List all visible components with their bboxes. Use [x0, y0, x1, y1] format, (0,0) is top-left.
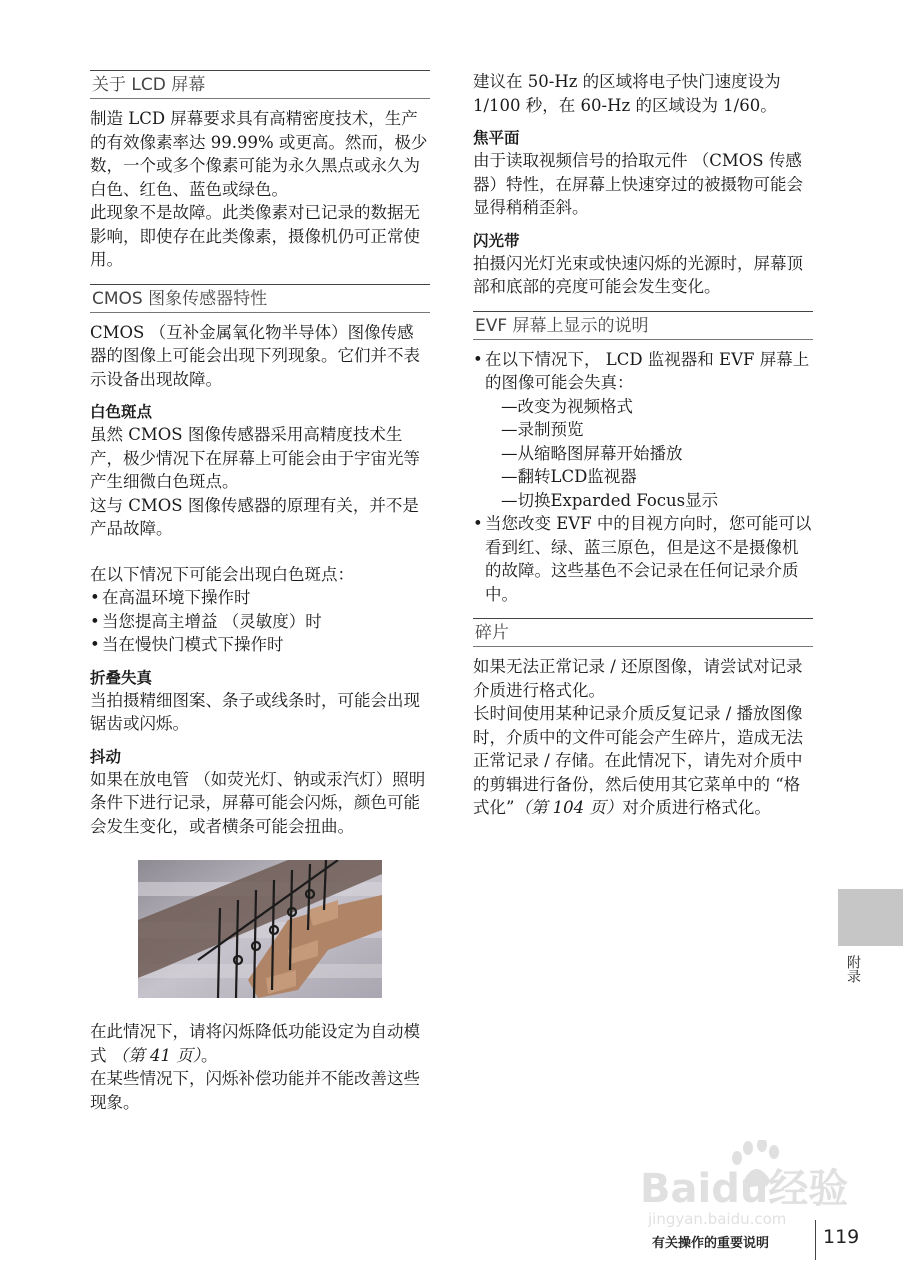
page-reference: （第 104 页）: [514, 798, 623, 817]
appendix-tab-label: 附录: [845, 955, 861, 983]
flicker-example-photo: [138, 860, 382, 998]
list-item: • 当您提高主增益 （灵敏度）时: [90, 610, 430, 634]
right-column: [473, 70, 813, 832]
paragraph: 长时间使用某种记录介质反复记录 / 播放图像时，介质中的文件可能会产生碎片，造成无法正常记录 / 存储。在此情况下，请先对介质中的剪辑进行备份，然后使用其它菜单中的 “格式化”（第 104 页）对介质进行格式化。: [473, 704, 803, 817]
paragraph: 如果在放电管 （如荧光灯、钠或汞汽灯）照明条件下进行记录，屏幕可能会闪烁，颜色可能会发生变化，或者横条可能会扭曲。: [90, 769, 426, 836]
list-item: • 在以下情况下， LCD 监视器和 EVF 屏幕上的图像可能会失真： —改变为视频格式 —录制预览 —从缩略图屏幕开始播放 —翻转LCD监视器 —切换Exparded Focus显示: [473, 348, 813, 513]
paragraph: 这与 CMOS 图像传感器的原理有关，并不是产品故障。: [90, 495, 419, 538]
section-cmos-continued: [473, 70, 813, 299]
section-title-evf: EVF 屏幕上显示的说明: [473, 311, 813, 340]
section-cmos: [90, 284, 430, 1115]
section-title-fragmentation: 碎片: [473, 618, 813, 647]
watermark-url: jingyan.baidu.com: [648, 1210, 787, 1228]
subheading-flicker: 抖动: [90, 747, 122, 766]
list-item: • 当您改变 EVF 中的目视方向时，您可能可以看到红、绿、蓝三原色，但是这不是摄像机的故障。这些基色不会记录在任何记录介质中。: [473, 512, 813, 606]
paragraph: 拍摄闪光灯光束或快速闪烁的光源时，屏幕顶部和底部的亮度可能会发生变化。: [473, 253, 803, 296]
dash-item: —从缩略图屏幕开始播放: [501, 443, 683, 463]
left-column: [90, 70, 430, 1126]
footer-section-label: 有关操作的重要说明: [652, 1236, 770, 1251]
paragraph: 在此情况下，请将闪烁降低功能设定为自动模式 （第 41 页）。: [90, 1022, 420, 1065]
page-number: 119: [823, 1226, 860, 1248]
list-item: • 当在慢快门模式下操作时: [90, 633, 430, 657]
section-evf: [473, 311, 813, 607]
appendix-tab: [838, 889, 903, 946]
condition-list: [90, 586, 430, 657]
paragraph: 由于读取视频信号的拾取元件 （CMOS 传感器）特性，在屏幕上快速穿过的被摄物可能会显得稍稍歪斜。: [473, 151, 803, 217]
section-title-lcd: 关于 LCD 屏幕: [90, 70, 430, 99]
paragraph: 在以下情况下可能会出现白色斑点：: [90, 564, 354, 584]
paragraph: 在某些情况下，闪烁补偿功能并不能改善这些现象。: [90, 1069, 420, 1112]
dash-item: —切换Exparded Focus显示: [501, 490, 719, 510]
section-title-cmos: CMOS 图象传感器特性: [90, 284, 430, 313]
subheading-aliasing: 折叠失真: [90, 668, 153, 687]
section-fragmentation: [473, 618, 813, 820]
dash-item: —翻转LCD监视器: [501, 467, 637, 486]
baidu-watermark-logo: [640, 1140, 880, 1230]
dash-item: —录制预览: [501, 420, 584, 439]
paragraph: 当拍摄精细图案、条子或线条时，可能会出现锯齿或闪烁。: [90, 690, 420, 733]
subheading-flash-band: 闪光带: [473, 231, 520, 250]
paragraph: 制造 LCD 屏幕要求具有高精密度技术，生产的有效像素率达 99.99% 或更高。然而，极少数，一个或多个像素可能为永久黑点或永久为白色、红色、蓝色或绿色。: [90, 109, 428, 199]
paragraph: 如果无法正常记录 / 还原图像，请尝试对记录介质进行格式化。: [473, 657, 803, 700]
paragraph: CMOS （互补金属氧化物半导体）图像传感器的图像上可能会出现下列现象。它们并不表示设备出现故障。: [90, 322, 420, 389]
watermark-brand: Baidu经验: [640, 1166, 849, 1212]
paragraph: 此现象不是故障。此类像素对已记录的数据无影响，即使存在此类像素，摄像机仍可正常使用。: [90, 203, 420, 269]
paragraph: 建议在 50-Hz 的区域将电子快门速度设为 1/100 秒，在 60-Hz 的区域设为 1/60。: [473, 72, 781, 115]
section-lcd: [90, 70, 430, 272]
list-item: • 在高温环境下操作时: [90, 586, 430, 610]
evf-list: [473, 348, 813, 607]
paragraph: 虽然 CMOS 图像传感器采用高精度技术生产，极少情况下在屏幕上可能会由于宇宙光等产生细微白色斑点。: [90, 425, 420, 491]
footer-separator: [815, 1220, 816, 1260]
dash-item: —改变为视频格式: [501, 396, 633, 416]
page-reference: （第 41 页）: [111, 1045, 201, 1065]
subheading-white-spots: 白色斑点: [90, 403, 153, 421]
subheading-focal-plane: 焦平面: [473, 129, 520, 147]
